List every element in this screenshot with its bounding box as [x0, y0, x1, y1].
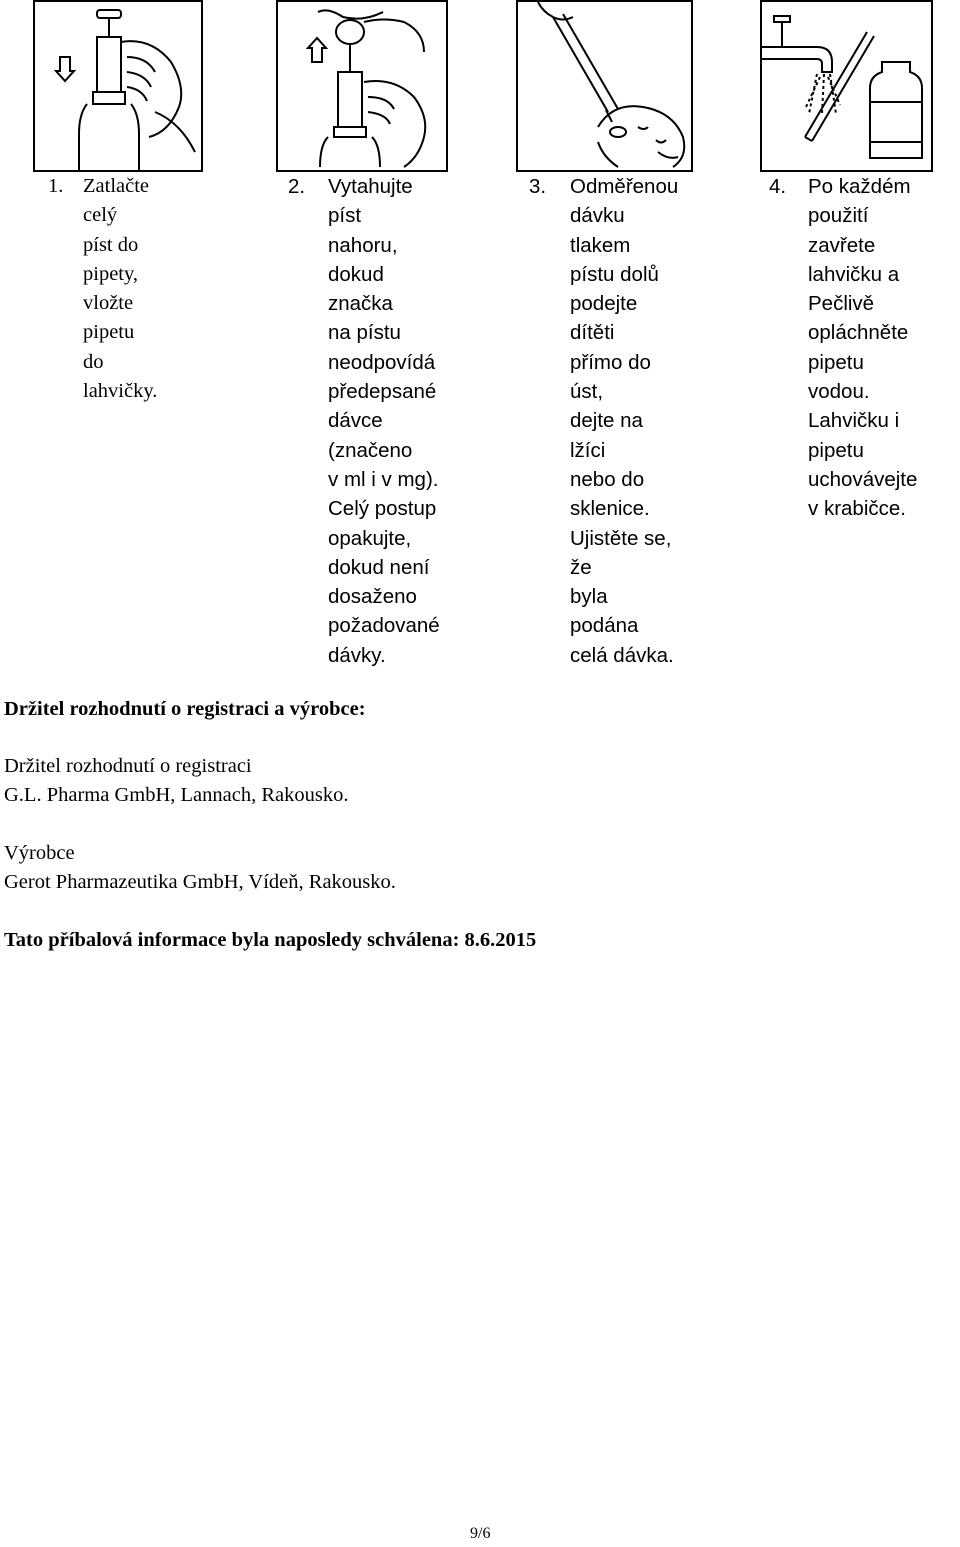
step-number: 3.: [529, 175, 547, 198]
approval-date: Tato příbalová informace byla naposledy schválena: 8.6.2015: [4, 929, 537, 951]
up-arrow-icon: [308, 38, 326, 62]
step-number: 1.: [48, 175, 64, 197]
step-text: Po každém použití zavřete lahvičku a Pečlivě opláchněte pipetu vodou. Lahvičku i pipetu uchovávejte v krabičce.: [808, 175, 918, 521]
holder-label: Držitel rozhodnutí o registraci: [4, 755, 252, 777]
page-number: 9/6: [470, 1525, 491, 1542]
manufacturer-value: Gerot Pharmazeutika GmbH, Vídeň, Rakousko.: [4, 871, 396, 893]
down-arrow-icon: [56, 57, 74, 81]
step-3-illustration: [516, 0, 693, 172]
step-text: Odměřenou dávku tlakem pístu dolů podejte dítěti přímo do úst, dejte na lžíci nebo do sklenice. Ujistěte se, že byla podána celá dávka.: [570, 175, 679, 667]
step-number: 2.: [288, 175, 306, 198]
holder-value: G.L. Pharma GmbH, Lannach, Rakousko.: [4, 784, 349, 806]
bottle-icon: [870, 62, 922, 158]
tap-icon: [762, 47, 832, 72]
manufacturer-label: Výrobce: [4, 842, 75, 864]
step-text: Zatlačte celý píst do pipety, vložte pipetu do lahvičky.: [83, 175, 158, 403]
step-4-illustration: [760, 0, 933, 172]
step-1-illustration: [33, 0, 203, 172]
holder-heading: Držitel rozhodnutí o registraci a výrobce:: [4, 698, 366, 720]
step-2-illustration: [276, 0, 448, 172]
step-number: 4.: [769, 175, 787, 198]
step-text: Vytahujte píst nahoru, dokud značka na pístu neodpovídá předepsané dávce (značeno v ml i v mg). Celý postup opakujte, dokud není dosaženo požadované dávky.: [328, 175, 440, 667]
